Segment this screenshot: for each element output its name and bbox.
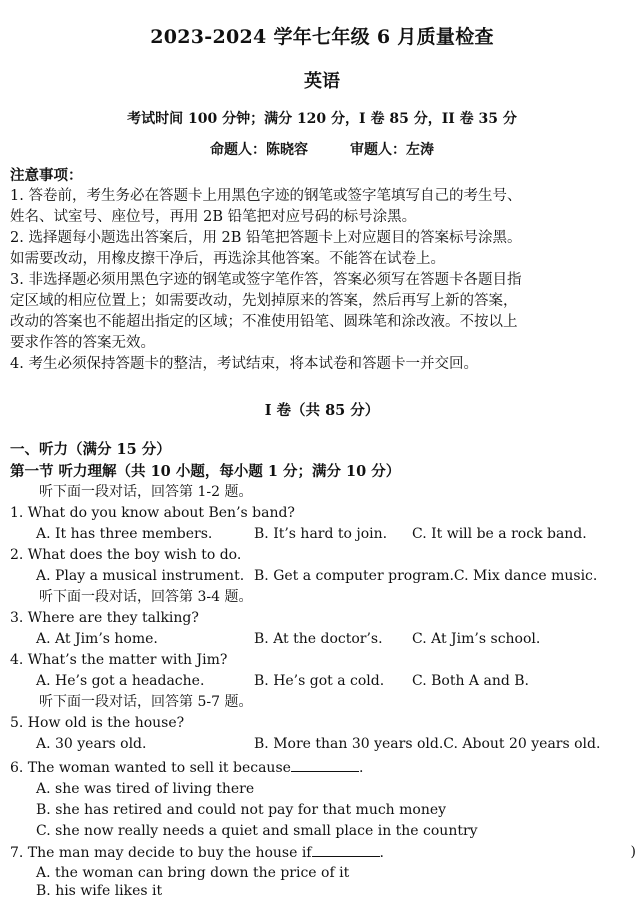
note-line: 定区域的相应位置上；如需要改动，先划掉原来的答案，然后再写上新的答案， bbox=[10, 293, 518, 309]
listening-intro: 听下面一段对话，回答第 5-7 题。 bbox=[39, 694, 253, 710]
question-stem-end: . bbox=[358, 760, 364, 776]
option-b: B. He’s got a cold. bbox=[254, 673, 385, 689]
option-a: A. 30 years old. bbox=[36, 736, 147, 752]
section-title: 一、听力（满分 15 分） bbox=[10, 441, 171, 458]
notes-heading: 注意事项： bbox=[10, 167, 83, 184]
listening-intro: 听下面一段对话，回答第 3-4 题。 bbox=[39, 589, 253, 605]
answer-blank bbox=[312, 842, 380, 857]
question-stem: 5. How old is the house? bbox=[10, 715, 185, 731]
option-c: C. Both A and B. bbox=[412, 673, 529, 689]
question-stem: 2. What does the boy wish to do. bbox=[10, 547, 242, 563]
question-stem bbox=[10, 757, 363, 779]
note-line: 如需要改动，用橡皮擦干净后，再选涂其他答案。不能答在试卷上。 bbox=[10, 251, 445, 267]
option-b-c: B. Get a computer program.C. Mix dance music. bbox=[254, 568, 598, 584]
note-line: 1. 答卷前，考生务必在答题卡上用黑色字迹的钢笔或签字笔填写自己的考生号、 bbox=[10, 188, 522, 204]
note-line: 3. 非选择题必须用黑色字迹的钢笔或签字笔作答，答案必须写在答题卡各题目指 bbox=[10, 272, 522, 288]
option-b: B. It’s hard to join. bbox=[254, 526, 388, 542]
question-stem: 4. What’s the matter with Jim? bbox=[10, 652, 228, 668]
exam-info: 考试时间 100 分钟；满分 120 分，I 卷 85 分，II 卷 35 分 bbox=[127, 111, 517, 127]
option-a: A. It has three members. bbox=[36, 526, 213, 542]
note-line: 2. 选择题每小题选出答案后，用 2B 铅笔把答题卡上对应题目的答案标号涂黑。 bbox=[10, 230, 522, 246]
option-a: A. At Jim’s home. bbox=[36, 631, 158, 647]
option-a: A. the woman can bring down the price of it bbox=[36, 865, 350, 881]
exam-title: 2023-2024 学年七年级 6 月质量检查 bbox=[150, 26, 494, 48]
part-one-title: I 卷（共 85 分） bbox=[264, 402, 380, 419]
edge-mark: ) bbox=[630, 844, 636, 860]
subsection-title: 第一节 听力理解（共 10 小题，每小题 1 分；满分 10 分） bbox=[10, 463, 401, 480]
option-b: B. his wife likes it bbox=[36, 883, 163, 899]
question-stem-text: 7. The man may decide to buy the house if bbox=[10, 845, 312, 861]
note-line: 姓名、试室号、座位号，再用 2B 铅笔把对应号码的标号涂黑。 bbox=[10, 209, 417, 225]
question-stem: 3. Where are they talking? bbox=[10, 610, 199, 626]
option-a: A. Play a musical instrument. bbox=[36, 568, 245, 584]
question-stem: 1. What do you know about Ben’s band? bbox=[10, 505, 295, 521]
option-b-c: B. More than 30 years old.C. About 20 years old. bbox=[254, 736, 601, 752]
answer-blank bbox=[291, 757, 359, 772]
option-c: C. she now really needs a quiet and small place in the country bbox=[36, 823, 478, 839]
option-c: C. At Jim’s school. bbox=[412, 631, 541, 647]
option-c: C. It will be a rock band. bbox=[412, 526, 587, 542]
note-line: 改动的答案也不能超出指定的区域；不准使用铅笔、圆珠笔和涂改液。不按以上 bbox=[10, 314, 518, 330]
option-a: A. she was tired of living there bbox=[36, 781, 255, 797]
option-a: A. He’s got a headache. bbox=[36, 673, 205, 689]
question-stem bbox=[10, 842, 384, 864]
option-b: B. At the doctor’s. bbox=[254, 631, 383, 647]
listening-intro: 听下面一段对话，回答第 1-2 题。 bbox=[39, 484, 253, 500]
question-stem-end: . bbox=[379, 845, 384, 861]
option-b: B. she has retired and could not pay for that much money bbox=[36, 802, 447, 818]
question-stem-text: 6. The woman wanted to sell it because bbox=[10, 760, 291, 776]
note-line: 要求作答的答案无效。 bbox=[10, 335, 155, 351]
authors-line: 命题人：陈晓容 审题人：左涛 bbox=[210, 142, 434, 158]
subject-title: 英语 bbox=[304, 71, 340, 92]
note-line: 4. 考生必须保持答题卡的整洁，考试结束，将本试卷和答题卡一并交回。 bbox=[10, 356, 478, 372]
